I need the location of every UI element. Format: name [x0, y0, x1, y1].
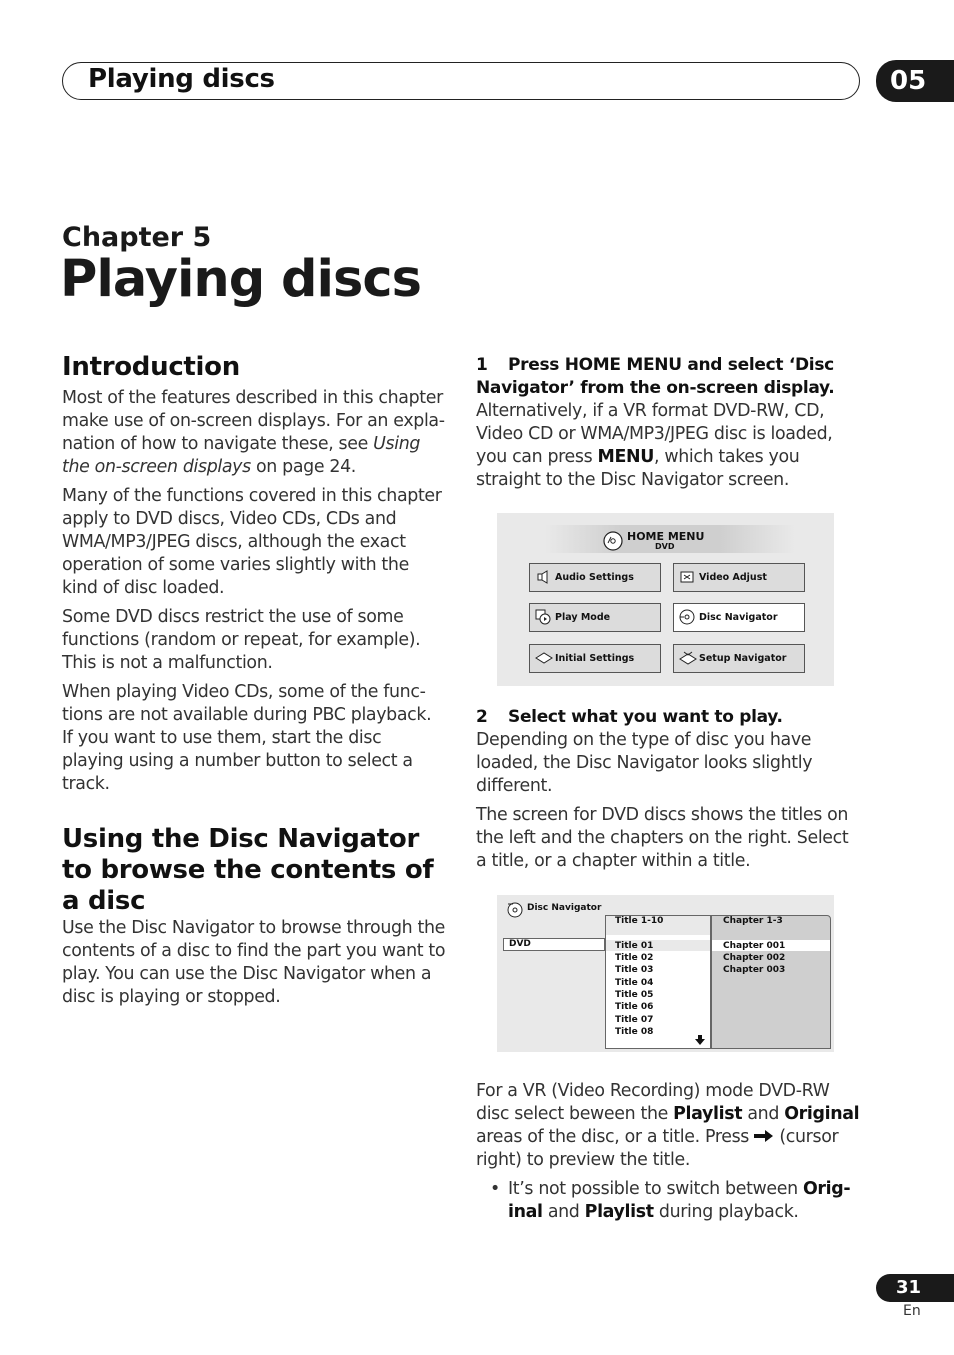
vr-paragraph: For a VR (Video Recording) mode DVD-RW disc select beween the Playlist and Original areas of the disc, or a title. Press (cursor right) to preview the title.	[476, 1081, 860, 1170]
video-icon	[679, 569, 695, 585]
play-mode-button[interactable]: Play Mode	[529, 603, 661, 632]
disc-icon	[603, 531, 623, 551]
setup-navigator-icon	[679, 650, 697, 666]
intro-heading: Introduction	[62, 352, 240, 382]
home-menu-screen	[497, 513, 834, 686]
video-adjust-button[interactable]: Video Adjust	[673, 563, 805, 592]
disc-navigator-heading: Using the Disc Navigator to browse the contents of a disc	[62, 824, 434, 916]
title-item[interactable]: Title 07	[615, 1015, 654, 1025]
disc-navigator-button[interactable]: Disc Navigator	[673, 603, 805, 632]
step-2-paragraph-1: Depending on the type of disc you have loaded, the Disc Navigator looks slightly different.	[476, 730, 813, 796]
right-column	[476, 354, 860, 1230]
title-item[interactable]: Title 03	[615, 965, 654, 975]
header-title: Playing discs	[88, 64, 275, 94]
disc-navigator-screen	[497, 895, 834, 1052]
source-dvd-label: DVD	[509, 939, 531, 949]
play-mode-icon	[535, 609, 551, 625]
intro-paragraph-2: Many of the functions covered in this chapter apply to DVD discs, Video CDs, CDs and WMA/MP3/JPEG discs, although the exact operation of some varies slightly with the kind of disc loaded.	[62, 486, 442, 598]
chapter-item[interactable]: Chapter 003	[723, 965, 786, 975]
page-number: 31	[876, 1274, 954, 1302]
chapters-list	[711, 915, 831, 1049]
title-item[interactable]: Title 06	[615, 1002, 654, 1012]
step-1-body: Alternatively, if a VR format DVD-RW, CD, Video CD or WMA/MP3/JPEG disc is loaded, you can press MENU, which takes you straight to the Disc Navigator screen.	[476, 401, 833, 490]
disc-navigator-icon	[505, 900, 525, 918]
step-2-paragraph-2: The screen for DVD discs shows the titles on the left and the chapters on the right. Select a title, or a chapter within a title.	[476, 805, 849, 871]
home-menu-subtitle: DVD	[655, 542, 675, 551]
title-item[interactable]: Title 05	[615, 990, 654, 1000]
home-menu-title: HOME MENU	[627, 530, 705, 543]
chapter-item[interactable]: Chapter 001	[723, 941, 786, 951]
settings-icon	[535, 650, 553, 666]
step-2-heading: 2 Select what you want to play.	[476, 707, 783, 727]
cross-reference-link: Using the on-screen displays	[62, 434, 421, 477]
intro-paragraph-1: Most of the features described in this chapter make use of on-screen displays. For an expla-nation of how to navigate these, see Using the on-screen displays on page 24.	[62, 388, 445, 477]
title-item[interactable]: Title 02	[615, 953, 654, 963]
step-1-heading: 1 Press HOME MENU and select ‘Disc Navigator’ from the on-screen display.	[476, 355, 835, 398]
chapter-item[interactable]: Chapter 002	[723, 953, 786, 963]
chapters-header: Chapter 1-3	[723, 916, 783, 926]
setup-navigator-button[interactable]: Setup Navigator	[673, 644, 805, 673]
scroll-down-icon[interactable]	[695, 1035, 705, 1045]
chapter-label: Chapter 5	[62, 222, 212, 253]
audio-settings-button[interactable]: Audio Settings	[529, 563, 661, 592]
arrow-right-icon	[754, 1129, 774, 1143]
chapter-title: Playing discs	[60, 250, 421, 309]
page-language: En	[903, 1303, 921, 1319]
title-item[interactable]: Title 01	[615, 941, 654, 951]
title-item[interactable]: Title 08	[615, 1027, 654, 1037]
disc-navigator-paragraph: Use the Disc Navigator to browse through the contents of a disc to find the part you want to play. You can use the Disc Navigator when a disc is playing or stopped.	[62, 918, 446, 1007]
chapter-number-tab: 05	[876, 60, 954, 102]
vr-bullet: • It’s not possible to switch between Orig-inal and Playlist during playback.	[476, 1178, 860, 1224]
title-item[interactable]: Title 04	[615, 978, 654, 988]
intro-paragraph-3: Some DVD discs restrict the use of some functions (random or repeat, for example). This is not a malfunction.	[62, 607, 421, 673]
speaker-icon	[535, 569, 551, 585]
disc-navigator-icon	[679, 609, 695, 625]
disc-navigator-title: Disc Navigator	[527, 903, 602, 913]
intro-paragraph-4: When playing Video CDs, some of the func-tions are not available during PBC playback. If you want to use them, start the disc playing using a number button to select a track.	[62, 682, 432, 794]
titles-header: Title 1-10	[615, 916, 664, 926]
left-column	[62, 352, 446, 1015]
initial-settings-button[interactable]: Initial Settings	[529, 644, 661, 673]
